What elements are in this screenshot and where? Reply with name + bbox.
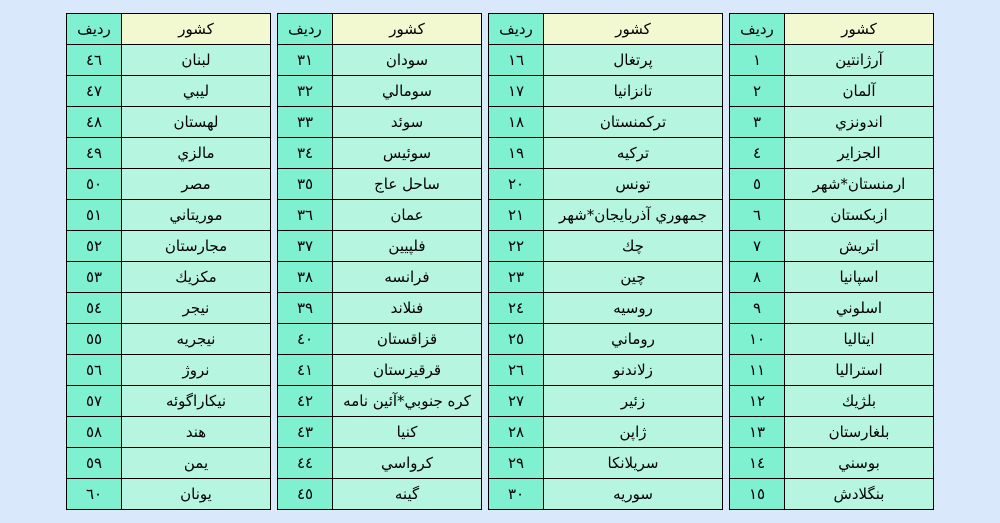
table-row <box>730 138 934 169</box>
row-number-cell: ٥٣ <box>67 262 122 293</box>
table-row <box>67 448 271 479</box>
country-name-cell: بلژيك <box>785 386 934 417</box>
table-row <box>489 324 723 355</box>
table-row <box>67 45 271 76</box>
row-number-cell: ٢٨ <box>489 417 544 448</box>
row-number-cell: ٦٠ <box>67 479 122 510</box>
table-row <box>730 386 934 417</box>
table-row <box>489 293 723 324</box>
country-name-cell: كرواسي <box>333 448 482 479</box>
table-row <box>278 355 482 386</box>
country-name-cell: نروژ <box>122 355 271 386</box>
row-number-cell: ٤٦ <box>67 45 122 76</box>
country-name-cell: تركيه <box>544 138 723 169</box>
country-name-cell: پرتغال <box>544 45 723 76</box>
table-row <box>67 107 271 138</box>
country-name-cell: تونس <box>544 169 723 200</box>
country-name-cell: ساحل عاج <box>333 169 482 200</box>
column-header-country: كشور <box>544 14 723 45</box>
country-table-1 <box>729 13 934 510</box>
country-name-cell: اسپانيا <box>785 262 934 293</box>
table-row <box>67 479 271 510</box>
row-number-cell: ٢٧ <box>489 386 544 417</box>
table-row <box>730 76 934 107</box>
row-number-cell: ٣٠ <box>489 479 544 510</box>
country-name-cell: لبنان <box>122 45 271 76</box>
row-number-cell: ٢٣ <box>489 262 544 293</box>
table-row <box>278 262 482 293</box>
table-row <box>278 76 482 107</box>
country-name-cell: قزاقستان <box>333 324 482 355</box>
row-number-cell: ٣٦ <box>278 200 333 231</box>
row-number-cell: ٤٧ <box>67 76 122 107</box>
country-name-cell: نيجر <box>122 293 271 324</box>
table-row <box>67 262 271 293</box>
table-row <box>278 107 482 138</box>
table-row <box>489 231 723 262</box>
country-name-cell: كره جنوبي*آئين نامه <box>333 386 482 417</box>
table-row <box>730 479 934 510</box>
table-row <box>730 107 934 138</box>
country-name-cell: اندونزي <box>785 107 934 138</box>
country-name-cell: يمن <box>122 448 271 479</box>
country-name-cell: آرژانتين <box>785 45 934 76</box>
table-row <box>67 324 271 355</box>
row-number-cell: ٢٦ <box>489 355 544 386</box>
table-row <box>67 200 271 231</box>
column-header-row-number: رديف <box>67 14 122 45</box>
country-name-cell: استراليا <box>785 355 934 386</box>
country-name-cell: عمان <box>333 200 482 231</box>
table-row <box>489 107 723 138</box>
row-number-cell: ٣ <box>730 107 785 138</box>
row-number-cell: ٥٧ <box>67 386 122 417</box>
country-name-cell: فرانسه <box>333 262 482 293</box>
row-number-cell: ٣٩ <box>278 293 333 324</box>
table-row <box>489 200 723 231</box>
country-name-cell: فلپيين <box>333 231 482 262</box>
table-row <box>67 138 271 169</box>
country-name-cell: الجزاير <box>785 138 934 169</box>
row-number-cell: ٢١ <box>489 200 544 231</box>
country-name-cell: مصر <box>122 169 271 200</box>
country-name-cell: قرقيزستان <box>333 355 482 386</box>
table-row <box>730 293 934 324</box>
row-number-cell: ٢٤ <box>489 293 544 324</box>
country-name-cell: ايتاليا <box>785 324 934 355</box>
row-number-cell: ٣٣ <box>278 107 333 138</box>
country-table-4 <box>66 13 271 510</box>
country-name-cell: نيكاراگوئه <box>122 386 271 417</box>
country-name-cell: نيجريه <box>122 324 271 355</box>
column-header-country: كشور <box>333 14 482 45</box>
column-header-row-number: رديف <box>278 14 333 45</box>
country-name-cell: ليبي <box>122 76 271 107</box>
row-number-cell: ٢٩ <box>489 448 544 479</box>
table-row <box>278 45 482 76</box>
row-number-cell: ٣٧ <box>278 231 333 262</box>
row-number-cell: ٤٣ <box>278 417 333 448</box>
row-number-cell: ٥٢ <box>67 231 122 262</box>
country-name-cell: يونان <box>122 479 271 510</box>
row-number-cell: ١٨ <box>489 107 544 138</box>
country-name-cell: تانزانيا <box>544 76 723 107</box>
row-number-cell: ١٦ <box>489 45 544 76</box>
column-header-row-number: رديف <box>489 14 544 45</box>
row-number-cell: ٢٢ <box>489 231 544 262</box>
row-number-cell: ١٢ <box>730 386 785 417</box>
country-name-cell: چين <box>544 262 723 293</box>
table-row <box>730 417 934 448</box>
country-table-grid <box>66 13 934 510</box>
country-name-cell: روسيه <box>544 293 723 324</box>
row-number-cell: ٨ <box>730 262 785 293</box>
country-name-cell: كنيا <box>333 417 482 448</box>
country-name-cell: جمهوري آذربايجان*شهر <box>544 200 723 231</box>
table-row <box>278 231 482 262</box>
row-number-cell: ٢٠ <box>489 169 544 200</box>
row-number-cell: ١٥ <box>730 479 785 510</box>
table-row <box>730 231 934 262</box>
table-header-row <box>489 14 723 45</box>
country-name-cell: سوريه <box>544 479 723 510</box>
table-row <box>67 293 271 324</box>
country-name-cell: لهستان <box>122 107 271 138</box>
table-row <box>67 386 271 417</box>
table-row <box>67 76 271 107</box>
table-row <box>730 355 934 386</box>
table-row <box>489 417 723 448</box>
table-row <box>489 355 723 386</box>
country-name-cell: گينه <box>333 479 482 510</box>
country-name-cell: اتريش <box>785 231 934 262</box>
table-row <box>67 355 271 386</box>
country-name-cell: سودان <box>333 45 482 76</box>
country-name-cell: مجارستان <box>122 231 271 262</box>
table-row <box>489 138 723 169</box>
row-number-cell: ٥٤ <box>67 293 122 324</box>
table-header-row <box>67 14 271 45</box>
row-number-cell: ٢ <box>730 76 785 107</box>
country-name-cell: بلغارستان <box>785 417 934 448</box>
table-row <box>730 324 934 355</box>
table-row <box>67 169 271 200</box>
column-header-country: كشور <box>122 14 271 45</box>
row-number-cell: ٤٥ <box>278 479 333 510</box>
country-name-cell: ازبكستان <box>785 200 934 231</box>
row-number-cell: ٣١ <box>278 45 333 76</box>
country-name-cell: تركمنستان <box>544 107 723 138</box>
column-header-country: كشور <box>785 14 934 45</box>
country-name-cell: آلمان <box>785 76 934 107</box>
country-name-cell: اسلوني <box>785 293 934 324</box>
country-name-cell: چك <box>544 231 723 262</box>
row-number-cell: ١٩ <box>489 138 544 169</box>
table-row <box>67 231 271 262</box>
row-number-cell: ٤٤ <box>278 448 333 479</box>
table-row <box>489 262 723 293</box>
table-row <box>278 200 482 231</box>
row-number-cell: ٤٠ <box>278 324 333 355</box>
row-number-cell: ٤٢ <box>278 386 333 417</box>
row-number-cell: ٥١ <box>67 200 122 231</box>
row-number-cell: ١٣ <box>730 417 785 448</box>
row-number-cell: ١٧ <box>489 76 544 107</box>
row-number-cell: ٥٩ <box>67 448 122 479</box>
table-row <box>489 45 723 76</box>
table-row <box>278 324 482 355</box>
row-number-cell: ١٤ <box>730 448 785 479</box>
table-row <box>730 169 934 200</box>
row-number-cell: ٣٨ <box>278 262 333 293</box>
country-name-cell: سوئد <box>333 107 482 138</box>
country-name-cell: مالزي <box>122 138 271 169</box>
table-header-row <box>278 14 482 45</box>
row-number-cell: ٤١ <box>278 355 333 386</box>
country-name-cell: ارمنستان*شهر <box>785 169 934 200</box>
table-row <box>730 45 934 76</box>
row-number-cell: ٥٠ <box>67 169 122 200</box>
table-row <box>278 138 482 169</box>
table-row <box>730 448 934 479</box>
country-table-3 <box>277 13 482 510</box>
row-number-cell: ٣٤ <box>278 138 333 169</box>
table-row <box>730 200 934 231</box>
row-number-cell: ٥٦ <box>67 355 122 386</box>
row-number-cell: ٢٥ <box>489 324 544 355</box>
country-name-cell: سوئيس <box>333 138 482 169</box>
row-number-cell: ٥٨ <box>67 417 122 448</box>
row-number-cell: ٤٨ <box>67 107 122 138</box>
country-name-cell: بوسني <box>785 448 934 479</box>
country-name-cell: هند <box>122 417 271 448</box>
row-number-cell: ٦ <box>730 200 785 231</box>
row-number-cell: ١ <box>730 45 785 76</box>
row-number-cell: ١٠ <box>730 324 785 355</box>
row-number-cell: ٧ <box>730 231 785 262</box>
table-header-row <box>730 14 934 45</box>
row-number-cell: ٩ <box>730 293 785 324</box>
table-row <box>489 169 723 200</box>
table-row <box>278 479 482 510</box>
table-row <box>730 262 934 293</box>
country-name-cell: سريلانكا <box>544 448 723 479</box>
table-row <box>489 479 723 510</box>
country-name-cell: روماني <box>544 324 723 355</box>
row-number-cell: ٤٩ <box>67 138 122 169</box>
country-name-cell: موريتاني <box>122 200 271 231</box>
table-row <box>278 169 482 200</box>
table-row <box>278 448 482 479</box>
table-row <box>278 386 482 417</box>
table-row <box>278 293 482 324</box>
country-name-cell: بنگلادش <box>785 479 934 510</box>
country-name-cell: فنلاند <box>333 293 482 324</box>
row-number-cell: ٥٥ <box>67 324 122 355</box>
country-name-cell: سومالي <box>333 76 482 107</box>
row-number-cell: ١١ <box>730 355 785 386</box>
row-number-cell: ٤ <box>730 138 785 169</box>
row-number-cell: ٣٢ <box>278 76 333 107</box>
column-header-row-number: رديف <box>730 14 785 45</box>
table-row <box>489 386 723 417</box>
country-table-2 <box>488 13 723 510</box>
country-name-cell: مكزيك <box>122 262 271 293</box>
table-row <box>489 448 723 479</box>
table-row <box>489 76 723 107</box>
table-row <box>67 417 271 448</box>
table-row <box>278 417 482 448</box>
country-name-cell: ژاپن <box>544 417 723 448</box>
row-number-cell: ٥ <box>730 169 785 200</box>
country-name-cell: زئير <box>544 386 723 417</box>
row-number-cell: ٣٥ <box>278 169 333 200</box>
country-name-cell: زلاندنو <box>544 355 723 386</box>
